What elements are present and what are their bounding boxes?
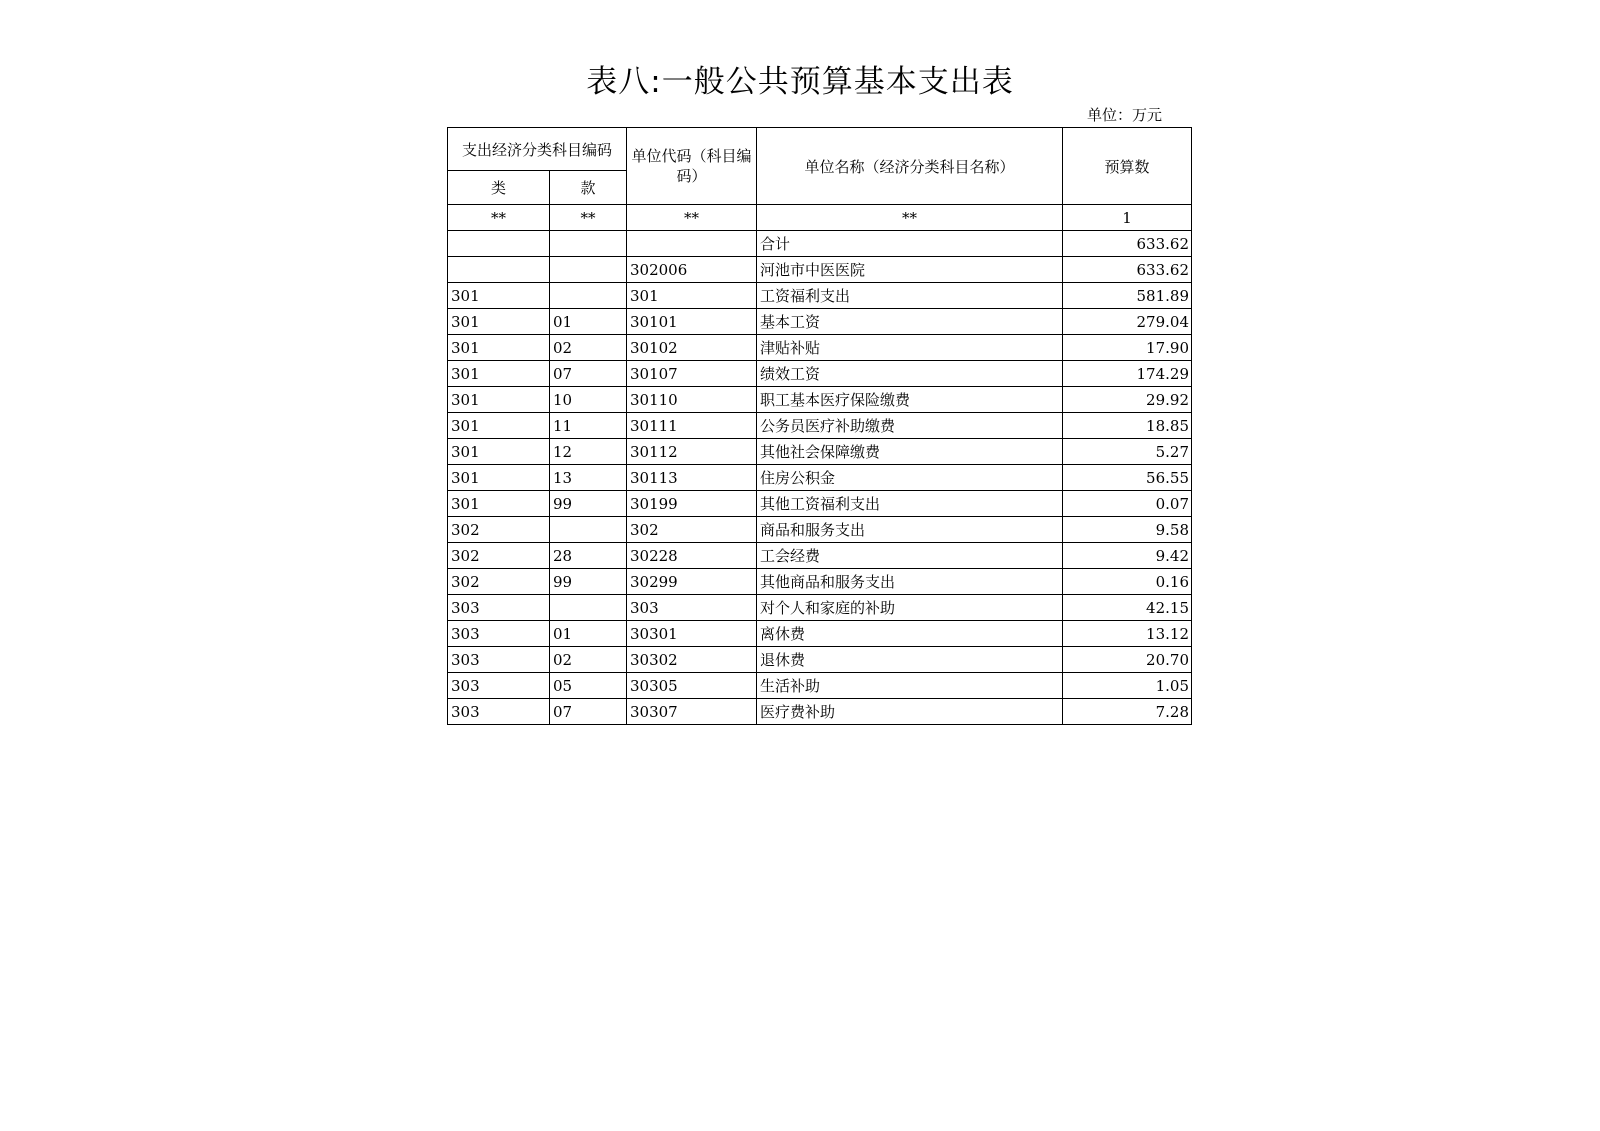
code-cell: 30107 <box>627 361 757 387</box>
amount-cell: 633.62 <box>1063 257 1192 283</box>
lei-cell: 301 <box>448 309 550 335</box>
kuan-cell <box>550 595 627 621</box>
name-cell: 生活补助 <box>757 673 1063 699</box>
table-row <box>448 699 1192 725</box>
code-cell: 30111 <box>627 413 757 439</box>
code-cell: 302006 <box>627 257 757 283</box>
code-cell: 30112 <box>627 439 757 465</box>
lei-cell: 301 <box>448 465 550 491</box>
amount-cell: 9.42 <box>1063 543 1192 569</box>
table-row <box>448 465 1192 491</box>
amount-cell: 1.05 <box>1063 673 1192 699</box>
code-cell: 30110 <box>627 387 757 413</box>
name-cell: 河池市中医医院 <box>757 257 1063 283</box>
amount-cell: 20.70 <box>1063 647 1192 673</box>
budget-table <box>447 127 1192 725</box>
amount-cell: 18.85 <box>1063 413 1192 439</box>
table-row <box>448 257 1192 283</box>
name-cell: 职工基本医疗保险缴费 <box>757 387 1063 413</box>
name-cell: 商品和服务支出 <box>757 517 1063 543</box>
code-cell <box>627 231 757 257</box>
name-cell: 离休费 <box>757 621 1063 647</box>
table-row <box>448 673 1192 699</box>
name-cell: 其他社会保障缴费 <box>757 439 1063 465</box>
amount-cell: 0.07 <box>1063 491 1192 517</box>
name-cell: 合计 <box>757 231 1063 257</box>
kuan-cell: 05 <box>550 673 627 699</box>
name-cell: 绩效工资 <box>757 361 1063 387</box>
table-row <box>448 647 1192 673</box>
table-row <box>448 413 1192 439</box>
lei-cell: 303 <box>448 621 550 647</box>
amount-cell: 17.90 <box>1063 335 1192 361</box>
name-cell: 住房公积金 <box>757 465 1063 491</box>
lei-cell: 301 <box>448 283 550 309</box>
code-cell: 302 <box>627 517 757 543</box>
kuan-cell: 13 <box>550 465 627 491</box>
kuan-cell: 01 <box>550 621 627 647</box>
name-cell: 对个人和家庭的补助 <box>757 595 1063 621</box>
amount-cell: 7.28 <box>1063 699 1192 725</box>
table-row <box>448 569 1192 595</box>
header-kuan-cell: 款 <box>550 171 627 205</box>
name-cell: 工资福利支出 <box>757 283 1063 309</box>
kuan-cell: 07 <box>550 361 627 387</box>
table-row <box>448 517 1192 543</box>
lei-cell: 301 <box>448 387 550 413</box>
amount-cell: 174.29 <box>1063 361 1192 387</box>
amount-cell: 42.15 <box>1063 595 1192 621</box>
table-row <box>448 309 1192 335</box>
table-row <box>448 491 1192 517</box>
kuan-cell: 99 <box>550 491 627 517</box>
lei-cell: 303 <box>448 699 550 725</box>
amount-cell: 0.16 <box>1063 569 1192 595</box>
table-row <box>448 621 1192 647</box>
header-group-cell: 支出经济分类科目编码 <box>448 128 627 171</box>
table-row <box>448 231 1192 257</box>
name-cell: 基本工资 <box>757 309 1063 335</box>
marker-cell: ** <box>757 205 1063 231</box>
kuan-cell: 11 <box>550 413 627 439</box>
kuan-cell: 99 <box>550 569 627 595</box>
kuan-cell: 02 <box>550 647 627 673</box>
lei-cell: 302 <box>448 517 550 543</box>
code-cell: 30302 <box>627 647 757 673</box>
amount-cell: 13.12 <box>1063 621 1192 647</box>
unit-label: 单位：万元 <box>1087 106 1163 124</box>
lei-cell: 301 <box>448 361 550 387</box>
code-cell: 301 <box>627 283 757 309</box>
kuan-cell: 02 <box>550 335 627 361</box>
kuan-cell: 28 <box>550 543 627 569</box>
name-cell: 公务员医疗补助缴费 <box>757 413 1063 439</box>
amount-cell: 56.55 <box>1063 465 1192 491</box>
code-cell: 30101 <box>627 309 757 335</box>
marker-cell: ** <box>550 205 627 231</box>
page-title: 表八:一般公共预算基本支出表 <box>586 64 1014 100</box>
lei-cell: 301 <box>448 491 550 517</box>
kuan-cell <box>550 257 627 283</box>
marker-cell: ** <box>627 205 757 231</box>
table-row <box>448 543 1192 569</box>
marker-row <box>448 205 1192 231</box>
kuan-cell <box>550 231 627 257</box>
kuan-cell: 07 <box>550 699 627 725</box>
name-cell: 退休费 <box>757 647 1063 673</box>
lei-cell: 301 <box>448 439 550 465</box>
name-cell: 工会经费 <box>757 543 1063 569</box>
name-cell: 医疗费补助 <box>757 699 1063 725</box>
kuan-cell <box>550 517 627 543</box>
amount-cell: 29.92 <box>1063 387 1192 413</box>
code-cell: 30301 <box>627 621 757 647</box>
name-cell: 其他工资福利支出 <box>757 491 1063 517</box>
header-row-1 <box>448 128 1192 171</box>
amount-cell: 9.58 <box>1063 517 1192 543</box>
kuan-cell <box>550 283 627 309</box>
lei-cell: 303 <box>448 595 550 621</box>
lei-cell <box>448 257 550 283</box>
lei-cell: 301 <box>448 413 550 439</box>
marker-cell: 1 <box>1063 205 1192 231</box>
table-row <box>448 335 1192 361</box>
code-cell: 30113 <box>627 465 757 491</box>
table-row <box>448 387 1192 413</box>
name-cell: 津贴补贴 <box>757 335 1063 361</box>
amount-cell: 279.04 <box>1063 309 1192 335</box>
code-cell: 30299 <box>627 569 757 595</box>
code-cell: 303 <box>627 595 757 621</box>
lei-cell: 301 <box>448 335 550 361</box>
header-code-cell: 单位代码（科目编码） <box>627 128 757 205</box>
lei-cell: 303 <box>448 673 550 699</box>
code-cell: 30199 <box>627 491 757 517</box>
kuan-cell: 12 <box>550 439 627 465</box>
marker-cell: ** <box>448 205 550 231</box>
header-name-cell: 单位名称（经济分类科目名称） <box>757 128 1063 205</box>
table-row <box>448 439 1192 465</box>
header-amount-cell: 预算数 <box>1063 128 1192 205</box>
lei-cell <box>448 231 550 257</box>
header-lei-cell: 类 <box>448 171 550 205</box>
code-cell: 30228 <box>627 543 757 569</box>
code-cell: 30102 <box>627 335 757 361</box>
table-row <box>448 283 1192 309</box>
amount-cell: 633.62 <box>1063 231 1192 257</box>
code-cell: 30307 <box>627 699 757 725</box>
kuan-cell: 10 <box>550 387 627 413</box>
amount-cell: 5.27 <box>1063 439 1192 465</box>
kuan-cell: 01 <box>550 309 627 335</box>
lei-cell: 302 <box>448 569 550 595</box>
amount-cell: 581.89 <box>1063 283 1192 309</box>
code-cell: 30305 <box>627 673 757 699</box>
table-row <box>448 595 1192 621</box>
name-cell: 其他商品和服务支出 <box>757 569 1063 595</box>
table-row <box>448 361 1192 387</box>
lei-cell: 303 <box>448 647 550 673</box>
lei-cell: 302 <box>448 543 550 569</box>
